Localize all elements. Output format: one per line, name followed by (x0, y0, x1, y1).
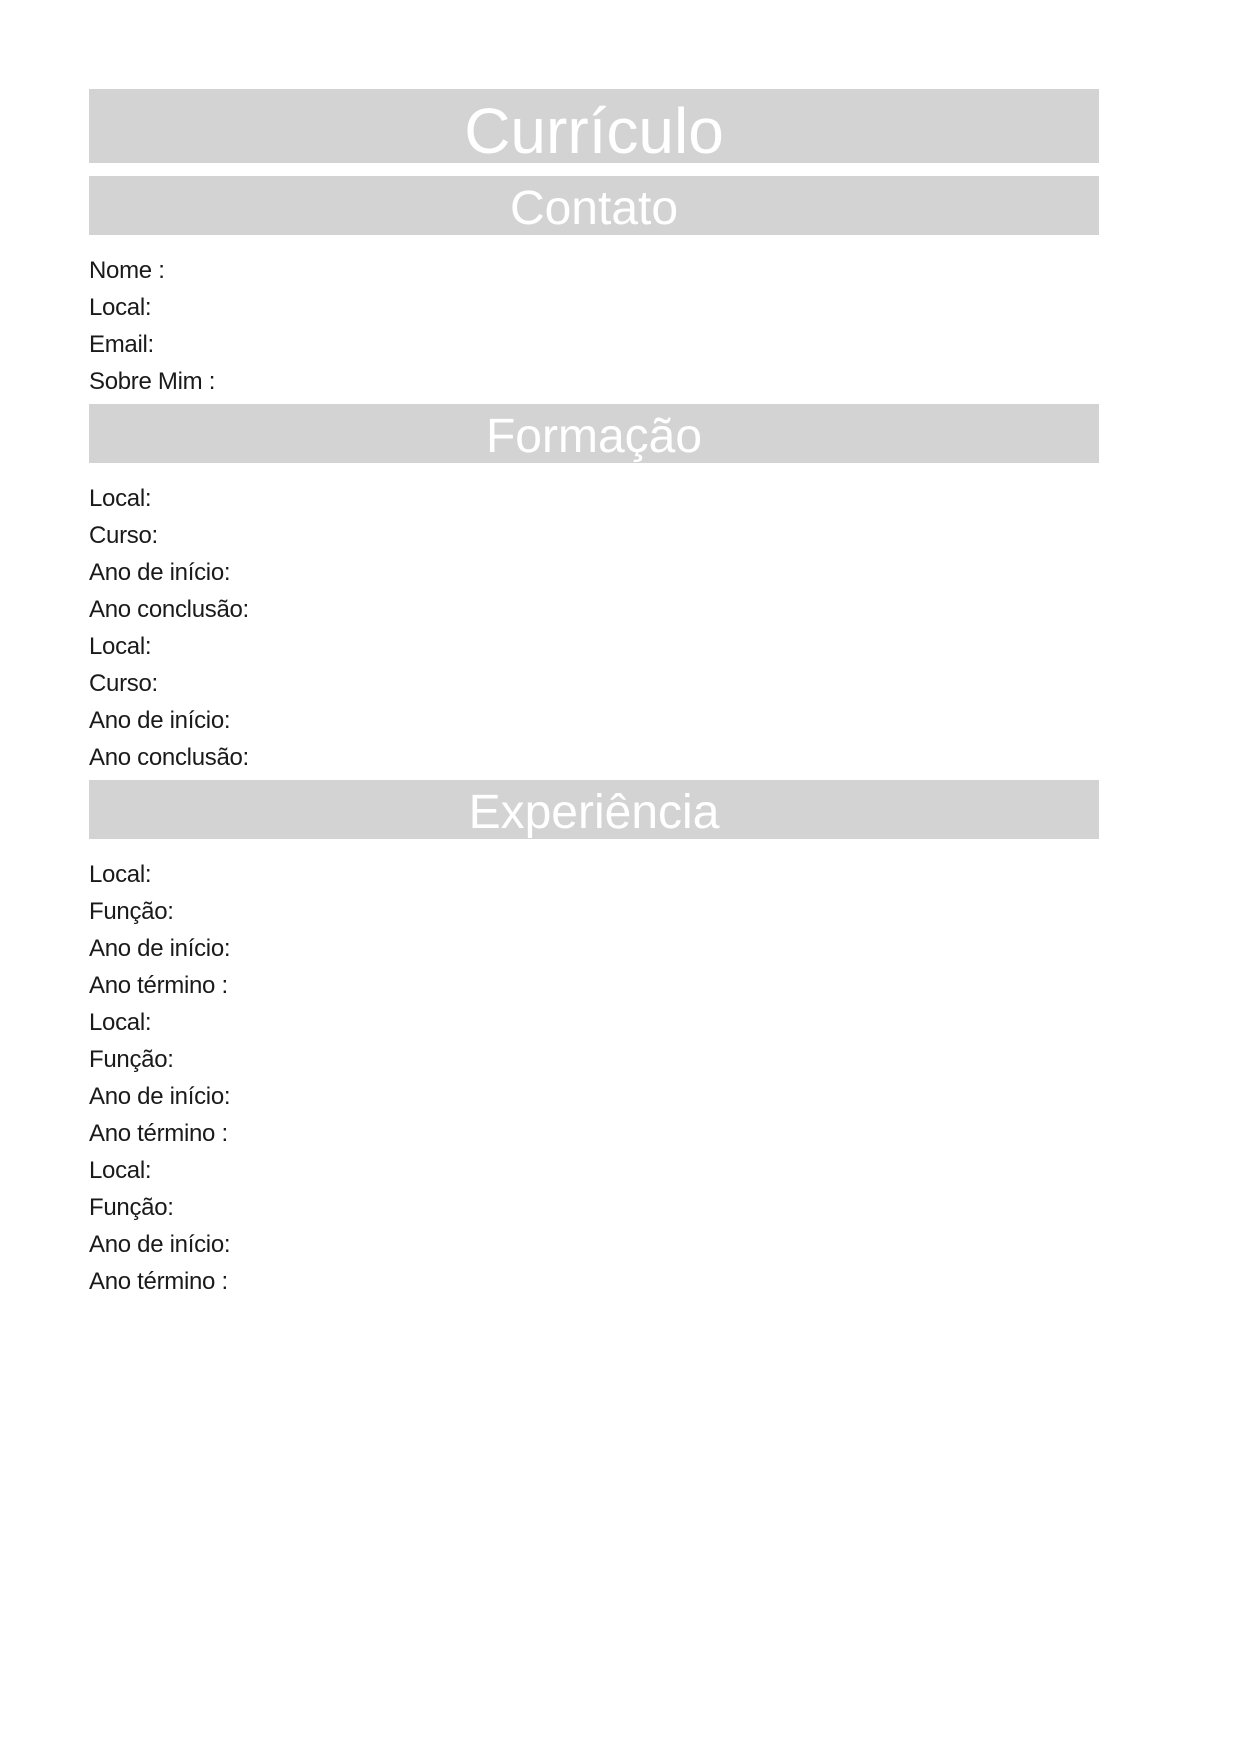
experiencia-heading: Experiência (468, 786, 720, 839)
resume-page (89, 89, 1099, 1304)
field-label: Ano término : (89, 1120, 228, 1147)
experiencia-fields (89, 839, 1099, 1304)
field-label: Email: (89, 331, 154, 358)
contato-heading: Contato (509, 182, 679, 235)
field-label: Ano conclusão: (89, 596, 249, 623)
formacao-heading: Formação (485, 410, 703, 463)
field-label: Ano conclusão: (89, 744, 249, 771)
contato-section-header (89, 176, 1099, 235)
field-label: Local: (89, 861, 152, 888)
field-label: Ano de início: (89, 935, 231, 962)
field-label: Ano de início: (89, 1083, 231, 1110)
contato-fields (89, 235, 1099, 404)
field-label: Ano término : (89, 972, 228, 999)
formacao-fields (89, 463, 1099, 780)
field-label: Local: (89, 294, 152, 321)
field-label: Ano de início: (89, 559, 231, 586)
field-label: Curso: (89, 670, 158, 697)
field-label: Curso: (89, 522, 158, 549)
formacao-section-header (89, 404, 1099, 463)
field-label: Ano de início: (89, 707, 231, 734)
field-label: Nome : (89, 257, 165, 284)
field-label: Ano de início: (89, 1231, 231, 1258)
field-label: Local: (89, 633, 152, 660)
field-label: Local: (89, 485, 152, 512)
field-label: Local: (89, 1157, 152, 1184)
field-label: Função: (89, 1194, 174, 1221)
field-label: Função: (89, 1046, 174, 1073)
title-banner (89, 89, 1099, 167)
field-label: Local: (89, 1009, 152, 1036)
field-label: Ano término : (89, 1268, 228, 1295)
experiencia-section-header (89, 780, 1099, 839)
field-label: Sobre Mim : (89, 368, 216, 395)
field-label: Função: (89, 898, 174, 925)
document-title: Currículo (464, 95, 724, 167)
